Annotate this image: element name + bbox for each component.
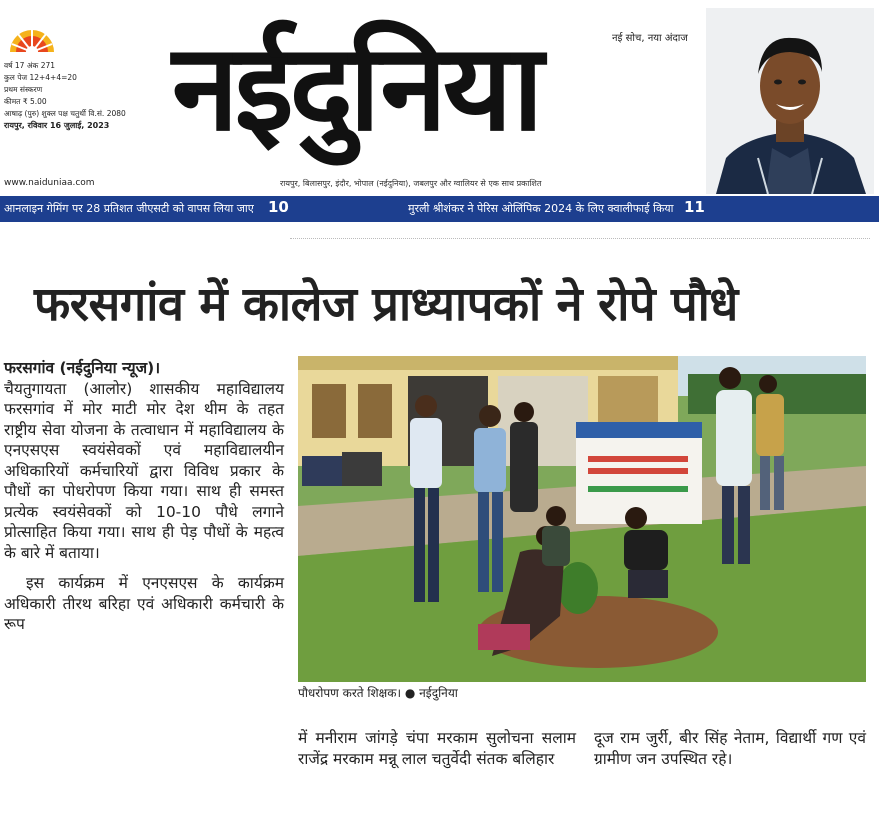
- dateline: फरसगांव (नईदुनिया न्यूज)।: [4, 359, 161, 377]
- newspaper-title: नईदुनिया: [172, 19, 540, 158]
- issue-date: रायपुर, रविवार 16 जुलाई, 2023: [4, 121, 110, 130]
- edition: प्रथम संस्करण: [4, 85, 43, 94]
- page-count: कुल पेज 12+4+4=20: [4, 73, 77, 82]
- divider: [290, 238, 870, 239]
- teaser-page-number: 11: [684, 198, 705, 216]
- hindu-calendar-date: आषाढ़ (पुरु) शुक्ल पक्ष चतुर्थी वि.सं. 2080: [4, 109, 126, 118]
- clipping-gap: [0, 222, 879, 246]
- issue-volume: वर्ष 17 अंक 271: [4, 61, 56, 70]
- article-headline: फरसगांव में कालेज प्राध्यापकों ने रोपे पौधे: [34, 277, 738, 332]
- website[interactable]: www.naiduniaa.com: [4, 178, 95, 188]
- athlete-photo: [706, 8, 874, 194]
- paragraph: चैयतुगायता (आलोर) शासकीय महाविद्यालय फरसगांव में मोर माटी मोर देश थीम के तहत राष्ट्रीय सेवा योजना के तत्वाधान में महाविद्यालय के एनएसएस स्वयंसेवकों एवं महाविद्यालयीन अधिकारियों कर्मचारियों द्वारा विविध प्रकार के पौधों का पोधरोपण किया गया। साथ ही समस्त प्रत्येक स्वयंसेवकों को 10-10 पौधे लगाने प्रोत्साहित किया गया। साथ ही पेड़ पौधों के महत्व के बारे में बताया।: [4, 379, 284, 562]
- article-column-2: में मनीराम जांगड़े चंपा मरकाम सुलोचना सलाम राजेंद्र मरकाम मन्नू लाल चतुर्वेदी संतक बलिहार: [298, 729, 576, 768]
- sun-logo-icon: [6, 14, 58, 54]
- teaser-link-sreeshankar[interactable]: मुरली श्रीशंकर ने पेरिस ओलिंपिक 2024 के लिए क्वालीफाई किया: [408, 202, 674, 215]
- teaser-strip: [0, 196, 879, 222]
- photo-caption: पौधरोपण करते शिक्षक। ● नईदुनिया: [298, 686, 458, 700]
- article-column-1: [4, 358, 284, 635]
- plantation-photo: [298, 356, 866, 682]
- teaser-link-gst[interactable]: आनलाइन गेमिंग पर 28 प्रतिशत जीएसटी को वापस लिया जाए: [4, 202, 254, 215]
- masthead: [0, 0, 879, 196]
- issue-meta: [4, 60, 124, 132]
- price: कीमत ₹ 5.00: [4, 97, 47, 106]
- paragraph: इस कार्यक्रम में एनएसएस के कार्यक्रम अधिकारी तीरथ बरिहा एवं अधिकारी कर्मचारी के रूप: [4, 574, 284, 633]
- article-column-3: दूज राम जुर्री, बीर सिंह नेताम, विद्यार्थी गण एवं ग्रामीण जन उपस्थित रहे।: [594, 729, 866, 768]
- tagline: नई सोच, नया अंदाज: [612, 33, 688, 44]
- teaser-page-number: 10: [268, 198, 289, 216]
- published-cities: रायपुर, बिलासपुर, इंदौर, भोपाल (नईदुनिया), जबलपुर और ग्वालियर से एक साथ प्रकाशित: [280, 179, 542, 188]
